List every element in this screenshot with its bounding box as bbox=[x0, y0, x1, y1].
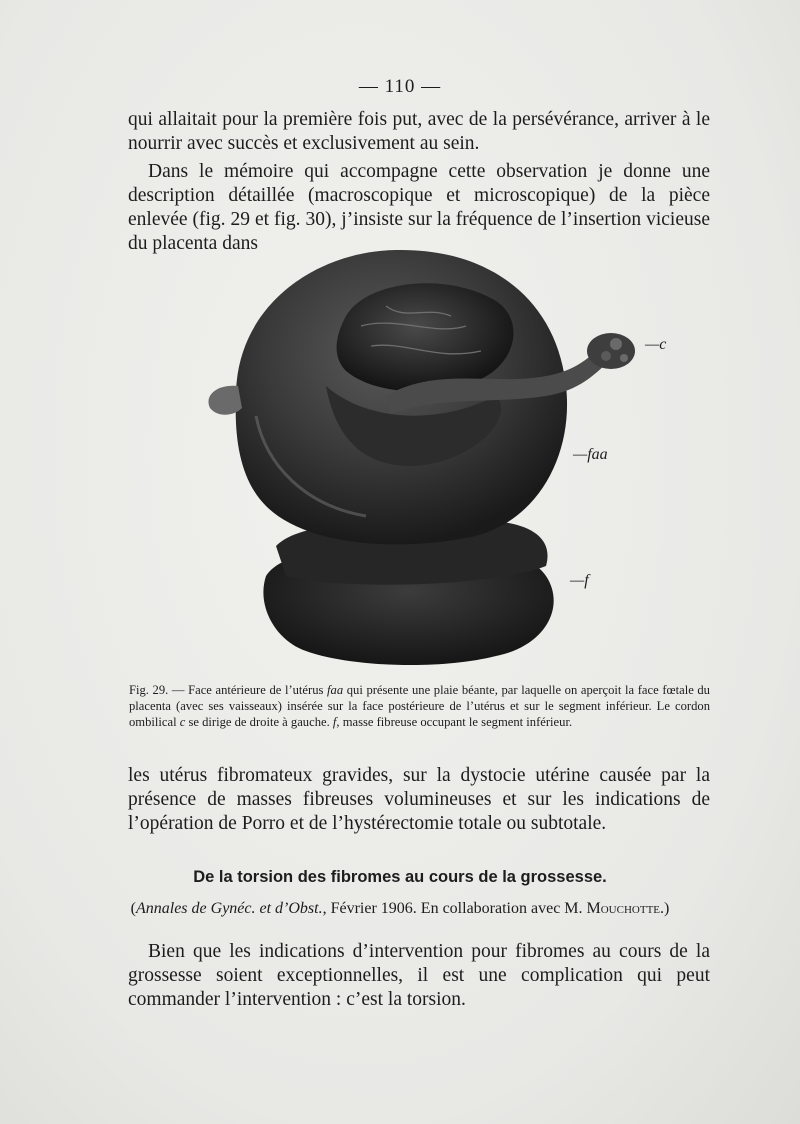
citation-author: Mouchotte bbox=[586, 900, 661, 917]
caption-italic-faa: faa bbox=[327, 683, 344, 697]
paragraph-continuation: qui allaitait pour la première fois put, avec de la persévérance, arriver à le nourrir avec succès et exclusivement au sein. bbox=[128, 109, 710, 154]
citation bbox=[0, 900, 800, 918]
caption-text-1: Fig. 29. — Face antérieure de l’utérus bbox=[129, 683, 328, 697]
caption-text-4: , masse fibreuse occupant le segment inférieur. bbox=[336, 715, 573, 729]
page-number: — 110 — bbox=[358, 76, 442, 97]
caption-text-3: se dirige de droite à gauche. bbox=[185, 715, 333, 729]
citation-journal: Annales de Gynéc. et d’Obst. bbox=[135, 900, 323, 917]
paragraph-uterus-fibromateux: les utérus fibromateux gravides, sur la dystocie utérine causée par la présence de masses fibreuses volumineuses et sur les indications de l’opération de Porro et de l’hystérectomie totale ou subtotale. bbox=[128, 765, 710, 834]
caption-text-2: qui présente une plaie béante, par laquelle on aperçoit la face fœtale du placenta (avec ses vaisseaux) insérée sur la face postérieure de l’utérus et sur le segment inférieur. Le cordon ombilical bbox=[129, 683, 710, 729]
paragraph-memoire: Dans le mémoire qui accompagne cette observation je donne une description détaillée (macroscopique et microscopique) de la pièce enlevée (fig. 29 et fig. 30), j’insiste sur la fréquence de l’insertion vicieuse du placenta dans bbox=[128, 161, 710, 254]
citation-rest: , Février 1906. En collaboration avec M. bbox=[322, 900, 587, 917]
figure-label-c: —c bbox=[645, 336, 667, 353]
figure-caption bbox=[129, 682, 710, 730]
paragraph-torsion: Bien que les indications d’intervention pour fibromes au cours de la grossesse soient exceptionnelles, il est une complication qui peut commander l’intervention : c’est la torsion. bbox=[128, 941, 710, 1010]
section-title: De la torsion des fibromes au cours de la grossesse. bbox=[193, 868, 607, 886]
figure-label-f: —f bbox=[570, 572, 589, 589]
citation-close: .) bbox=[660, 900, 670, 917]
figure-label-faa: —faa bbox=[573, 446, 608, 463]
caption-italic-f: f bbox=[332, 715, 337, 729]
caption-italic-c: c bbox=[179, 715, 186, 729]
citation-open: ( bbox=[130, 900, 136, 917]
